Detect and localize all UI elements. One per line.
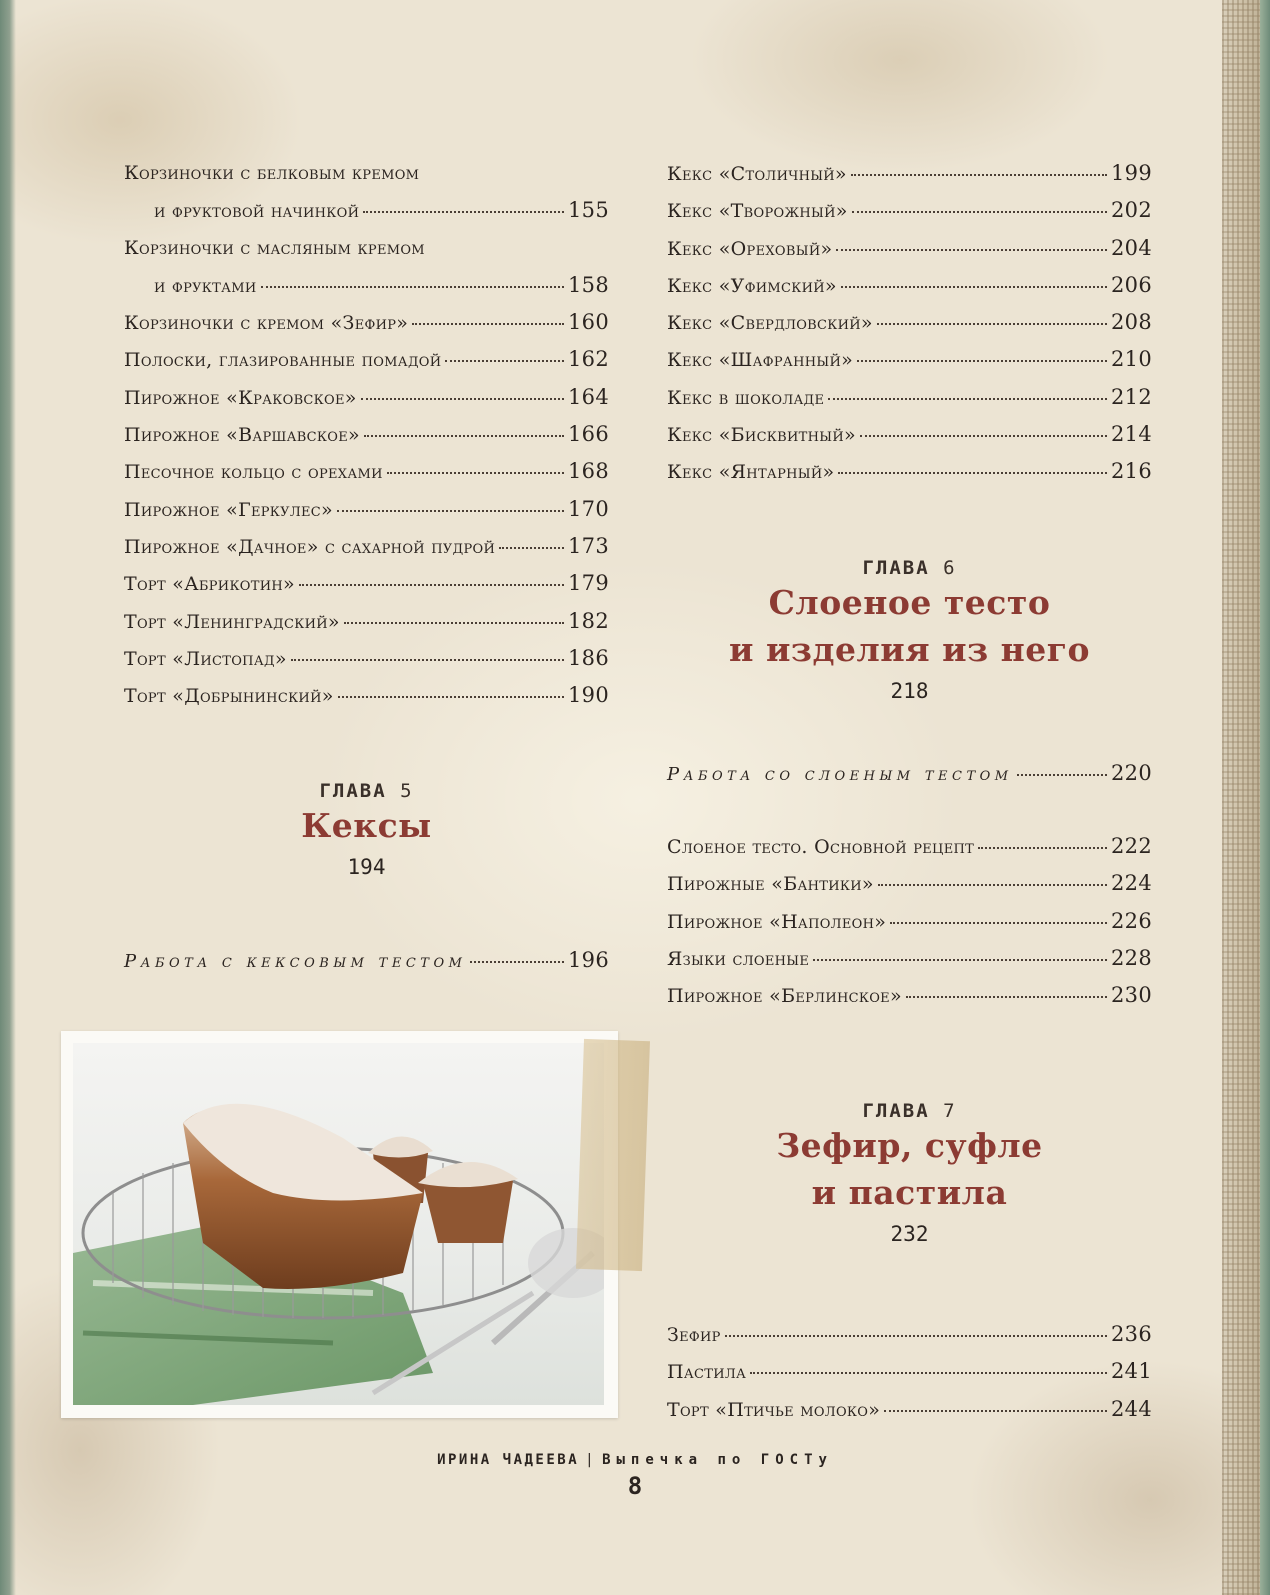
leader-dots (877, 323, 1107, 325)
toc-entry-page: 216 (1111, 459, 1152, 484)
chapter-number: 7 (943, 1100, 957, 1122)
leader-dots (1017, 774, 1107, 776)
toc-entry-page: 206 (1111, 272, 1152, 297)
toc-entry-title: Пирожное «Наполеон» (667, 910, 887, 933)
leader-dots (445, 360, 564, 362)
chapter-6-heading (667, 557, 1152, 703)
toc-entry-title: Пирожные «Бантики» (667, 873, 874, 896)
chapter-label-text: ГЛАВА (862, 1100, 930, 1122)
toc-entry-title: Кекс «Янтарный» (667, 461, 835, 484)
toc-entry[interactable] (667, 379, 1152, 416)
toc-right-column (667, 155, 1152, 491)
cake-illustration (73, 1043, 604, 1405)
toc-entry[interactable] (667, 828, 1152, 865)
toc-entry-title: Кекс «Бисквитный» (667, 424, 856, 447)
toc-entry-page: 160 (568, 310, 609, 335)
leader-dots (499, 547, 564, 549)
toc-entry[interactable] (667, 453, 1152, 490)
toc-entry[interactable] (124, 640, 609, 677)
toc-entry-title: Кекс «Шафранный» (667, 349, 854, 372)
toc-entry-title: Работа со слоеным тестом (667, 764, 1013, 785)
leader-dots (470, 961, 564, 963)
chapter-5-heading (124, 780, 609, 879)
leader-dots (337, 510, 564, 512)
toc-entry-title: Кекс «Уфимский» (667, 274, 837, 297)
toc-entry-title: Торт «Ленинградский» (124, 610, 340, 633)
toc-entry-title: Торт «Абрикотин» (124, 573, 295, 596)
leader-dots (878, 884, 1107, 886)
toc-entry[interactable] (124, 603, 609, 640)
toc-entry[interactable] (667, 416, 1152, 453)
toc-entry[interactable] (667, 267, 1152, 304)
chapter-label (124, 780, 609, 802)
toc-entry-page: 155 (568, 198, 609, 223)
footer-separator: | (585, 1452, 597, 1468)
tape-strip (576, 1039, 650, 1271)
toc-entry[interactable] (667, 155, 1152, 192)
toc-entry[interactable] (124, 453, 609, 490)
toc-entry-page: 162 (568, 347, 609, 372)
toc-entry-page: 173 (568, 533, 609, 558)
leader-dots (884, 1410, 1107, 1412)
toc-entry-page: 170 (568, 496, 609, 521)
chapter-title[interactable] (667, 579, 1152, 673)
leader-dots (725, 1335, 1107, 1337)
toc-entry-page: 228 (1111, 945, 1152, 970)
chapter-number: 5 (400, 780, 414, 802)
toc-entry[interactable] (124, 267, 609, 304)
toc-entry-page: 222 (1111, 834, 1152, 858)
toc-entry[interactable] (124, 565, 609, 602)
leader-dots (261, 286, 564, 288)
toc-entry[interactable] (124, 379, 609, 416)
chapter-number: 6 (943, 557, 957, 579)
leader-dots (838, 472, 1107, 474)
chapter-label-text: ГЛАВА (862, 557, 930, 579)
toc-entry[interactable] (667, 755, 1152, 792)
leader-dots (750, 1372, 1107, 1374)
toc-entry[interactable] (124, 341, 609, 378)
toc-entry-title: Языки слоеные (667, 947, 810, 970)
footer-book-title: Выпечка по ГОСТу (602, 1452, 833, 1468)
toc-entry[interactable] (667, 192, 1152, 229)
toc-entry-title: Пирожное «Краковское» (124, 386, 357, 409)
leader-dots (860, 435, 1107, 437)
toc-entry-page: 214 (1111, 422, 1152, 447)
toc-entry-page: 166 (568, 422, 609, 447)
toc-entry-page: 190 (568, 683, 609, 708)
toc-entry[interactable] (667, 230, 1152, 267)
toc-entry[interactable] (124, 416, 609, 453)
toc-entry-page: 210 (1111, 347, 1152, 372)
page-number: 8 (627, 1472, 643, 1500)
chapter-title-line: Слоеное тесто (768, 583, 1051, 622)
toc-entry[interactable] (667, 1353, 1152, 1390)
toc-entry-page: 226 (1111, 908, 1152, 933)
toc-entry-title: Пирожное «Варшавское» (124, 424, 360, 447)
toc-entry[interactable] (124, 491, 609, 528)
leader-dots (851, 174, 1107, 176)
toc-entry-page: 224 (1111, 871, 1152, 896)
chapter-6-entries (667, 828, 1152, 1014)
toc-entry-title: Торт «Добрынинский» (124, 685, 334, 708)
leader-dots (836, 249, 1107, 251)
leader-dots (299, 584, 564, 586)
leader-dots (364, 435, 564, 437)
leader-dots (841, 286, 1107, 288)
toc-entry-title: Работа с кексовым тестом (124, 951, 467, 972)
leader-dots (978, 847, 1107, 849)
toc-entry-title: Песочное кольцо с орехами (124, 461, 383, 484)
toc-entry-title: Корзиночки с белковым кремом (124, 162, 420, 184)
leader-dots (906, 996, 1107, 998)
chapter-label (667, 557, 1152, 579)
leader-dots (890, 922, 1107, 924)
toc-entry[interactable] (124, 304, 609, 341)
chapter-page: 194 (347, 855, 386, 879)
photo-frame (61, 1031, 618, 1418)
chapter-title-line: и пастила (811, 1173, 1008, 1212)
leader-dots (363, 211, 564, 213)
leader-dots (828, 398, 1107, 400)
toc-entry-title: Пирожное «Берлинское» (667, 985, 902, 1008)
chapter-7-heading (667, 1100, 1152, 1246)
footer-author: ИРИНА ЧАДЕЕВА (437, 1452, 580, 1468)
toc-entry-title: Пастила (667, 1361, 747, 1384)
toc-entry-page: 230 (1111, 983, 1152, 1008)
toc-entry-title: и фруктами (154, 274, 257, 297)
book-spine-right (1222, 0, 1270, 1595)
chapter-5-work-entry (124, 942, 609, 979)
leader-dots (291, 659, 564, 661)
leader-dots (387, 472, 564, 474)
chapter-page: 218 (890, 679, 929, 703)
toc-entry-page: 244 (1111, 1396, 1152, 1421)
toc-entry[interactable] (667, 940, 1152, 977)
toc-entry-page: 236 (1111, 1322, 1152, 1346)
leader-dots (852, 211, 1107, 213)
toc-entry-title: Зефир (667, 1324, 721, 1346)
toc-entry-page: 212 (1111, 384, 1152, 409)
chapter-title[interactable] (667, 1122, 1152, 1216)
leader-dots (857, 360, 1107, 362)
toc-entry[interactable] (124, 192, 609, 229)
toc-entry[interactable] (667, 1391, 1152, 1428)
toc-entry[interactable] (124, 230, 609, 267)
leader-dots (338, 696, 564, 698)
toc-entry-page: 241 (1111, 1359, 1152, 1384)
toc-entry-page: 168 (568, 459, 609, 484)
toc-entry-page: 182 (568, 608, 609, 633)
toc-entry[interactable] (124, 677, 609, 714)
toc-entry[interactable] (667, 304, 1152, 341)
toc-entry-title: Пирожное «Дачное» с сахарной пудрой (124, 535, 496, 558)
toc-entry-page: 220 (1111, 761, 1152, 785)
toc-entry-title: Пирожное «Геркулес» (124, 498, 333, 521)
toc-entry-title: Кекс «Творожный» (667, 200, 848, 223)
toc-entry[interactable] (667, 341, 1152, 378)
chapter-title-line: и изделия из него (728, 630, 1090, 669)
chapter-page: 232 (890, 1222, 929, 1246)
toc-entry[interactable] (667, 903, 1152, 940)
toc-entry-page: 199 (1111, 161, 1152, 185)
toc-entry-title: Кекс «Столичный» (667, 163, 847, 185)
toc-entry-page: 202 (1111, 198, 1152, 223)
toc-entry[interactable] (667, 1316, 1152, 1353)
toc-entry-title: Полоски, глазированные помадой (124, 349, 442, 372)
toc-entry-title: и фруктовой начинкой (154, 200, 360, 223)
leader-dots (412, 323, 564, 325)
leader-dots (344, 622, 564, 624)
toc-entry[interactable] (667, 977, 1152, 1014)
toc-entry-title: Кекс «Свердловский» (667, 312, 873, 335)
chapter-label (667, 1100, 1152, 1122)
toc-entry-title: Слоеное тесто. Основной рецепт (667, 836, 975, 858)
cake-photo (73, 1043, 604, 1405)
toc-entry[interactable] (667, 865, 1152, 902)
chapter-title-line: Зефир, суфле (776, 1126, 1043, 1165)
toc-entry-title: Торт «Птичье молоко» (667, 1398, 881, 1421)
chapter-7-entries (667, 1316, 1152, 1428)
toc-entry-page: 179 (568, 571, 609, 596)
chapter-title[interactable]: Кексы (301, 806, 432, 845)
toc-entry-page: 186 (568, 645, 609, 670)
toc-entry[interactable] (124, 528, 609, 565)
toc-entry-title: Торт «Листопад» (124, 647, 287, 670)
toc-entry-title: Кекс в шоколаде (667, 386, 825, 409)
leader-dots (813, 959, 1107, 961)
toc-entry-page: 164 (568, 384, 609, 409)
chapter-6-work-entry (667, 755, 1152, 792)
toc-entry[interactable] (124, 155, 609, 192)
chapter-label-text: ГЛАВА (319, 780, 387, 802)
toc-entry-page: 196 (568, 948, 609, 972)
book-spine-left (0, 0, 16, 1595)
toc-entry-title: Корзиночки с масляным кремом (124, 236, 425, 259)
toc-entry-title: Корзиночки с кремом «Зефир» (124, 312, 409, 335)
toc-entry[interactable] (124, 942, 609, 979)
toc-entry-page: 208 (1111, 310, 1152, 335)
running-footer (0, 1452, 1270, 1468)
toc-entry-page: 158 (568, 272, 609, 297)
leader-dots (361, 398, 564, 400)
toc-entry-page: 204 (1111, 235, 1152, 260)
toc-left-column (124, 155, 609, 714)
toc-entry-title: Кекс «Ореховый» (667, 237, 833, 260)
